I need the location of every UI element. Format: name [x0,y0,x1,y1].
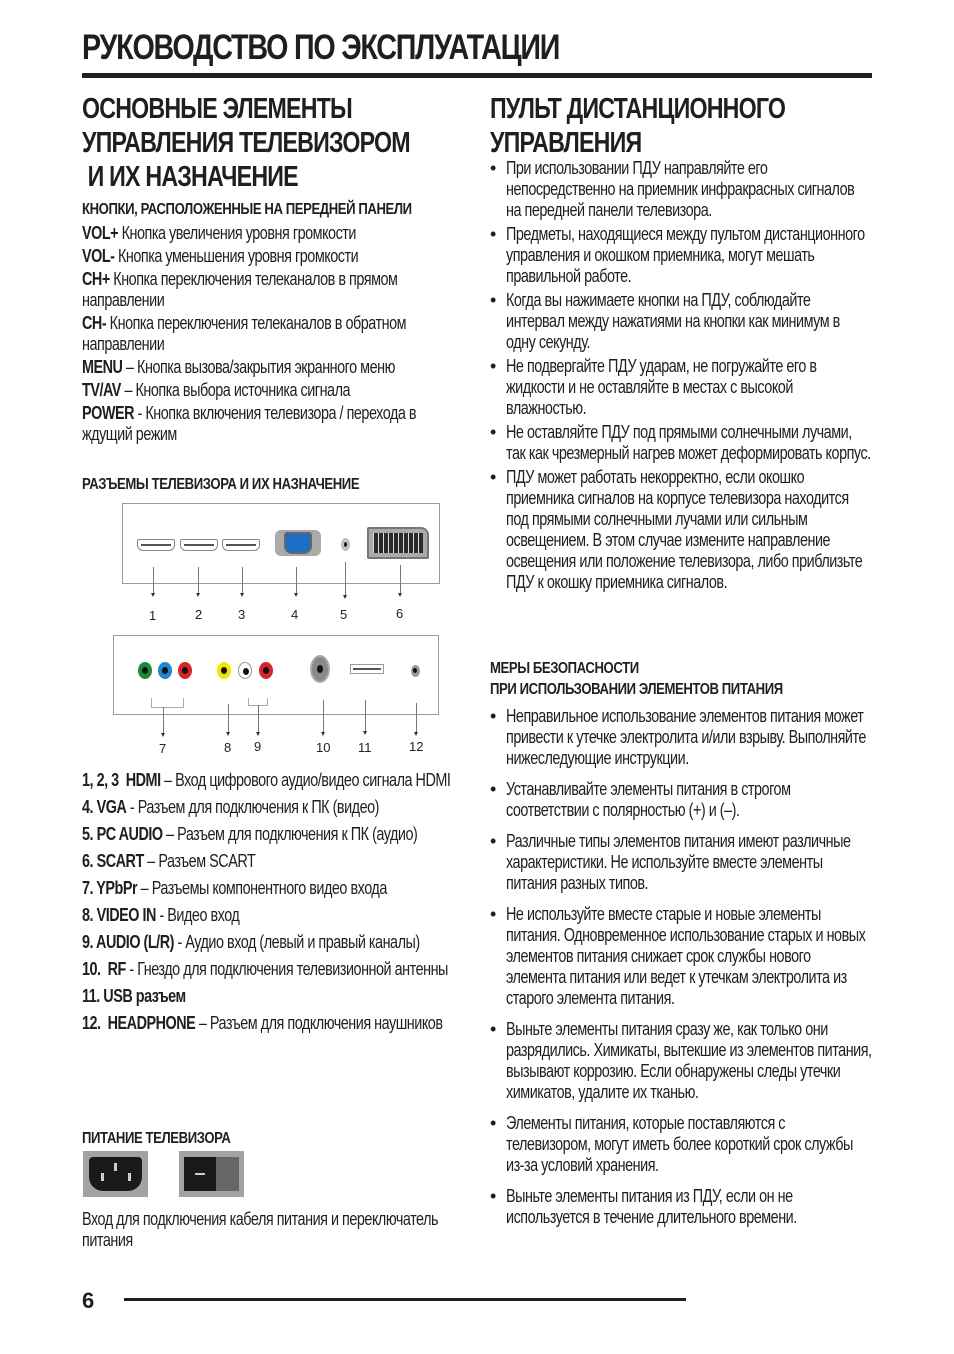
list-item [490,1019,872,1103]
port-label: 4 [291,607,299,622]
list-item [490,158,872,221]
heading-line: МЕРЫ БЕЗОПАСНОСТИ [490,660,639,677]
rca-green-jack-icon [138,662,152,679]
arrow-icon [258,705,259,732]
connector-item [82,1013,464,1034]
battery-safety-list [490,706,872,1228]
connectors-list [82,770,464,1034]
button-desc: Кнопка переключения телеканалов в прямом направлении [82,269,398,310]
hdmi-port-icon [137,539,175,551]
subheading-battery-safety [490,658,783,700]
connector-desc: – Вход цифрового аудио/видео сигнала HDMI [160,770,451,790]
arrow-icon [365,700,366,731]
list-item [490,1113,872,1176]
arrow-icon [153,567,154,593]
port-label: 6 [396,606,404,621]
list-item-text: • Предметы, находящиеся между пультом дистанционного управления и окошком приемника, могут мешать правильной работе. [506,224,865,286]
list-item [490,831,872,894]
rca-red-jack-icon [178,662,192,679]
button-desc: Кнопка уменьшения уровня громкости [114,246,359,266]
connector-key: 4. VGA [82,797,127,817]
list-item [490,904,872,1009]
connector-key: 10. RF [82,959,126,979]
power-caption [82,1209,464,1251]
list-item [490,356,872,419]
rear-panel-diagram-bottom [113,635,439,715]
footer-divider [124,1298,686,1301]
list-item-text: • Не подвергайте ПДУ ударам, не погружайте его в жидкости и не оставляйте в местах с высокой влажностью. [506,356,817,418]
connector-item [82,824,464,845]
heading-line: УПРАВЛЕНИЯ ТЕЛЕВИЗОРОМ [82,127,410,159]
button-item [82,380,464,401]
connector-key: 8. VIDEO IN [82,905,156,925]
port-label: 11 [358,740,372,755]
hdmi-port-icon [222,539,260,551]
arrow-icon [228,704,229,732]
connector-item [82,878,464,899]
button-desc: Кнопка увеличения уровня громкости [118,223,356,243]
connector-key: 11. USB разъем [82,986,186,1006]
port-label: 5 [340,607,348,622]
power-caption-text: Вход для подключения кабеля питания и переключатель питания [82,1209,439,1250]
connector-key: 1, 2, 3 HDMI [82,770,161,790]
connector-key: 5. PC AUDIO [82,824,163,844]
heading-line: ПРИ ИСПОЛЬЗОВАНИИ ЭЛЕМЕНТОВ ПИТАНИЯ [490,681,783,698]
arrow-icon [198,567,199,593]
scart-port-icon [367,527,429,559]
arrow-icon [296,567,297,593]
port-label: 1 [149,608,157,623]
connector-desc: - Гнездо для подключения телевизионной антенны [125,959,448,979]
list-item-text: • Устанавливайте элементы питания в строгом соответствии с полярностью (+) и (–). [506,779,791,820]
power-switch-icon[interactable] [179,1151,244,1197]
pc-audio-jack-icon [341,538,350,551]
rca-yellow-jack-icon [217,662,231,679]
button-key: POWER [82,403,135,423]
section-heading-controls [82,92,410,194]
list-item-text: • Элементы питания, которые поставляются с телевизором, могут иметь более короткий срок службы из-за условий хранения. [506,1113,853,1175]
heading-line: ОСНОВНЫЕ ЭЛЕМЕНТЫ [82,93,352,125]
button-key: CH+ [82,269,110,289]
subheading-connectors: РАЗЪЕМЫ ТЕЛЕВИЗОРА И ИХ НАЗНАЧЕНИЕ [82,476,360,493]
arrow-icon [163,707,164,733]
list-item [490,1186,872,1228]
button-item [82,246,464,267]
button-desc: - Кнопка включения телевизора / перехода в ждущий режим [82,403,417,444]
list-item-text: • Выньте элементы питания сразу же, как только они разрядились. Химикаты, вытекшие из элементов питания, вызывают коррозию. Если обнаружены следы утечки химикатов, удалите их тканью. [506,1019,872,1102]
button-desc: – Кнопка вызова/закрытия экранного меню [122,357,395,377]
subheading-front-buttons: КНОПКИ, РАСПОЛОЖЕННЫЕ НА ПЕРЕДНЕЙ ПАНЕЛИ [82,201,412,218]
list-item-text: • Когда вы нажимаете кнопки на ПДУ, соблюдайте интервал между нажатиями на кнопки как минимум в одну секунду. [506,290,840,352]
connector-desc: - Видео вход [155,905,240,925]
connector-desc: - Разъем для подключения к ПК (видео) [126,797,379,817]
vga-port-icon [275,530,321,556]
list-item-text: • ПДУ может работать некорректно, если окошко приемника сигналов на корпусе телевизора находится под прямыми солнечными лучами или сильным освещением. В этом случае измените направление освещения или положение телевизора, либо приблизьте ПДУ к окошку приемника сигналов. [506,467,863,592]
hdmi-port-icon [180,539,218,551]
port-label: 3 [238,607,246,622]
arrow-icon [416,703,417,732]
arrow-icon [323,700,324,732]
button-desc: Кнопка переключения телеканалов в обратном направлении [82,313,407,354]
list-item [490,290,872,353]
button-key: CH- [82,313,107,333]
port-label: 10 [316,740,331,755]
rca-blue-jack-icon [158,662,172,679]
connector-key: 7. YPbPr [82,878,138,898]
list-item [490,422,872,464]
connector-desc: – Разъем для подключения к ПК (аудио) [162,824,418,844]
connector-desc: – Разъем SCART [143,851,256,871]
rf-antenna-jack-icon [310,655,330,683]
list-item-text: • Неправильное использование элементов питания может привести к утечке электролита и/или взрыву. Выполняйте нижеследующие инструкции. [506,706,866,768]
subheading-power: ПИТАНИЕ ТЕЛЕВИЗОРА [82,1130,231,1147]
connector-key: 6. SCART [82,851,144,871]
connector-item [82,770,464,791]
list-item [490,224,872,287]
list-item-text: • Различные типы элементов питания имеют различные характеристики. Не используйте вместе элементы питания разных типов. [506,831,851,893]
connector-item [82,986,464,1007]
right-column [490,92,872,593]
port-label: 2 [195,607,203,622]
list-item-text: • При использовании ПДУ направляйте его непосредственно на приемник инфракрасных сигналов на передней панели телевизора. [506,158,855,220]
rear-panel-diagram-top [122,503,440,584]
port-label: 8 [224,740,232,755]
port-label: 9 [254,739,262,754]
heading-line: ПУЛЬТ ДИСТАНЦИОННОГО [490,93,786,125]
connector-item [82,797,464,818]
port-label: 7 [159,741,167,756]
rca-white-jack-icon [238,662,252,679]
button-item [82,223,464,244]
connector-desc: – Разъем для подключения наушников [195,1013,443,1033]
list-item-text: • Не оставляйте ПДУ под прямыми солнечными лучами, так как чрезмерный нагрев может деформировать корпус. [506,422,871,463]
button-key: TV/AV [82,380,121,400]
list-item-text: • Выньте элементы питания из ПДУ, если он не используется в течение длительного времени. [506,1186,797,1227]
arrow-icon [400,565,401,593]
arrow-icon [242,567,243,593]
connector-item [82,851,464,872]
button-item [82,357,464,378]
page-title: РУКОВОДСТВО ПО ЭКСПЛУАТАЦИИ [82,28,560,67]
connector-key: 9. AUDIO (L/R) [82,932,174,952]
connector-item [82,905,464,926]
heading-line: И ИХ НАЗНАЧЕНИЕ [82,161,298,193]
list-item [490,706,872,769]
buttons-list [82,223,464,445]
section-heading-remote [490,92,796,160]
connector-key: 12. HEADPHONE [82,1013,196,1033]
bracket-icon [151,698,184,708]
connector-desc: - Аудио вход (левый и правый каналы) [173,932,420,952]
headphone-jack-icon [411,665,420,677]
button-key: VOL- [82,246,115,266]
button-key: MENU [82,357,123,377]
remote-tips-list [490,158,872,593]
list-item-text: • Не используйте вместе старые и новые элементы питания. Одновременное использование старых и новых элементов питания снижает срок службы нового элемента питания или ведет к утечкам электролита из старого элемента питания. [506,904,866,1008]
usb-port-icon [350,664,384,674]
title-divider [82,73,872,78]
page-number: 6 [82,1288,95,1313]
button-key: VOL+ [82,223,119,243]
button-item [82,403,464,445]
button-item [82,269,464,311]
connector-item [82,932,464,953]
port-label: 12 [409,739,424,754]
list-item [490,779,872,821]
heading-line: УПРАВЛЕНИЯ [490,127,642,159]
button-desc: – Кнопка выбора источника сигнала [120,380,351,400]
left-column [82,92,464,495]
rca-red-jack-icon [259,662,273,679]
arrow-icon [345,562,346,595]
power-socket-icon [83,1151,148,1197]
button-item [82,313,464,355]
connector-desc: – Разъемы компонентного видео входа [137,878,387,898]
list-item [490,467,872,593]
connector-item [82,959,464,980]
